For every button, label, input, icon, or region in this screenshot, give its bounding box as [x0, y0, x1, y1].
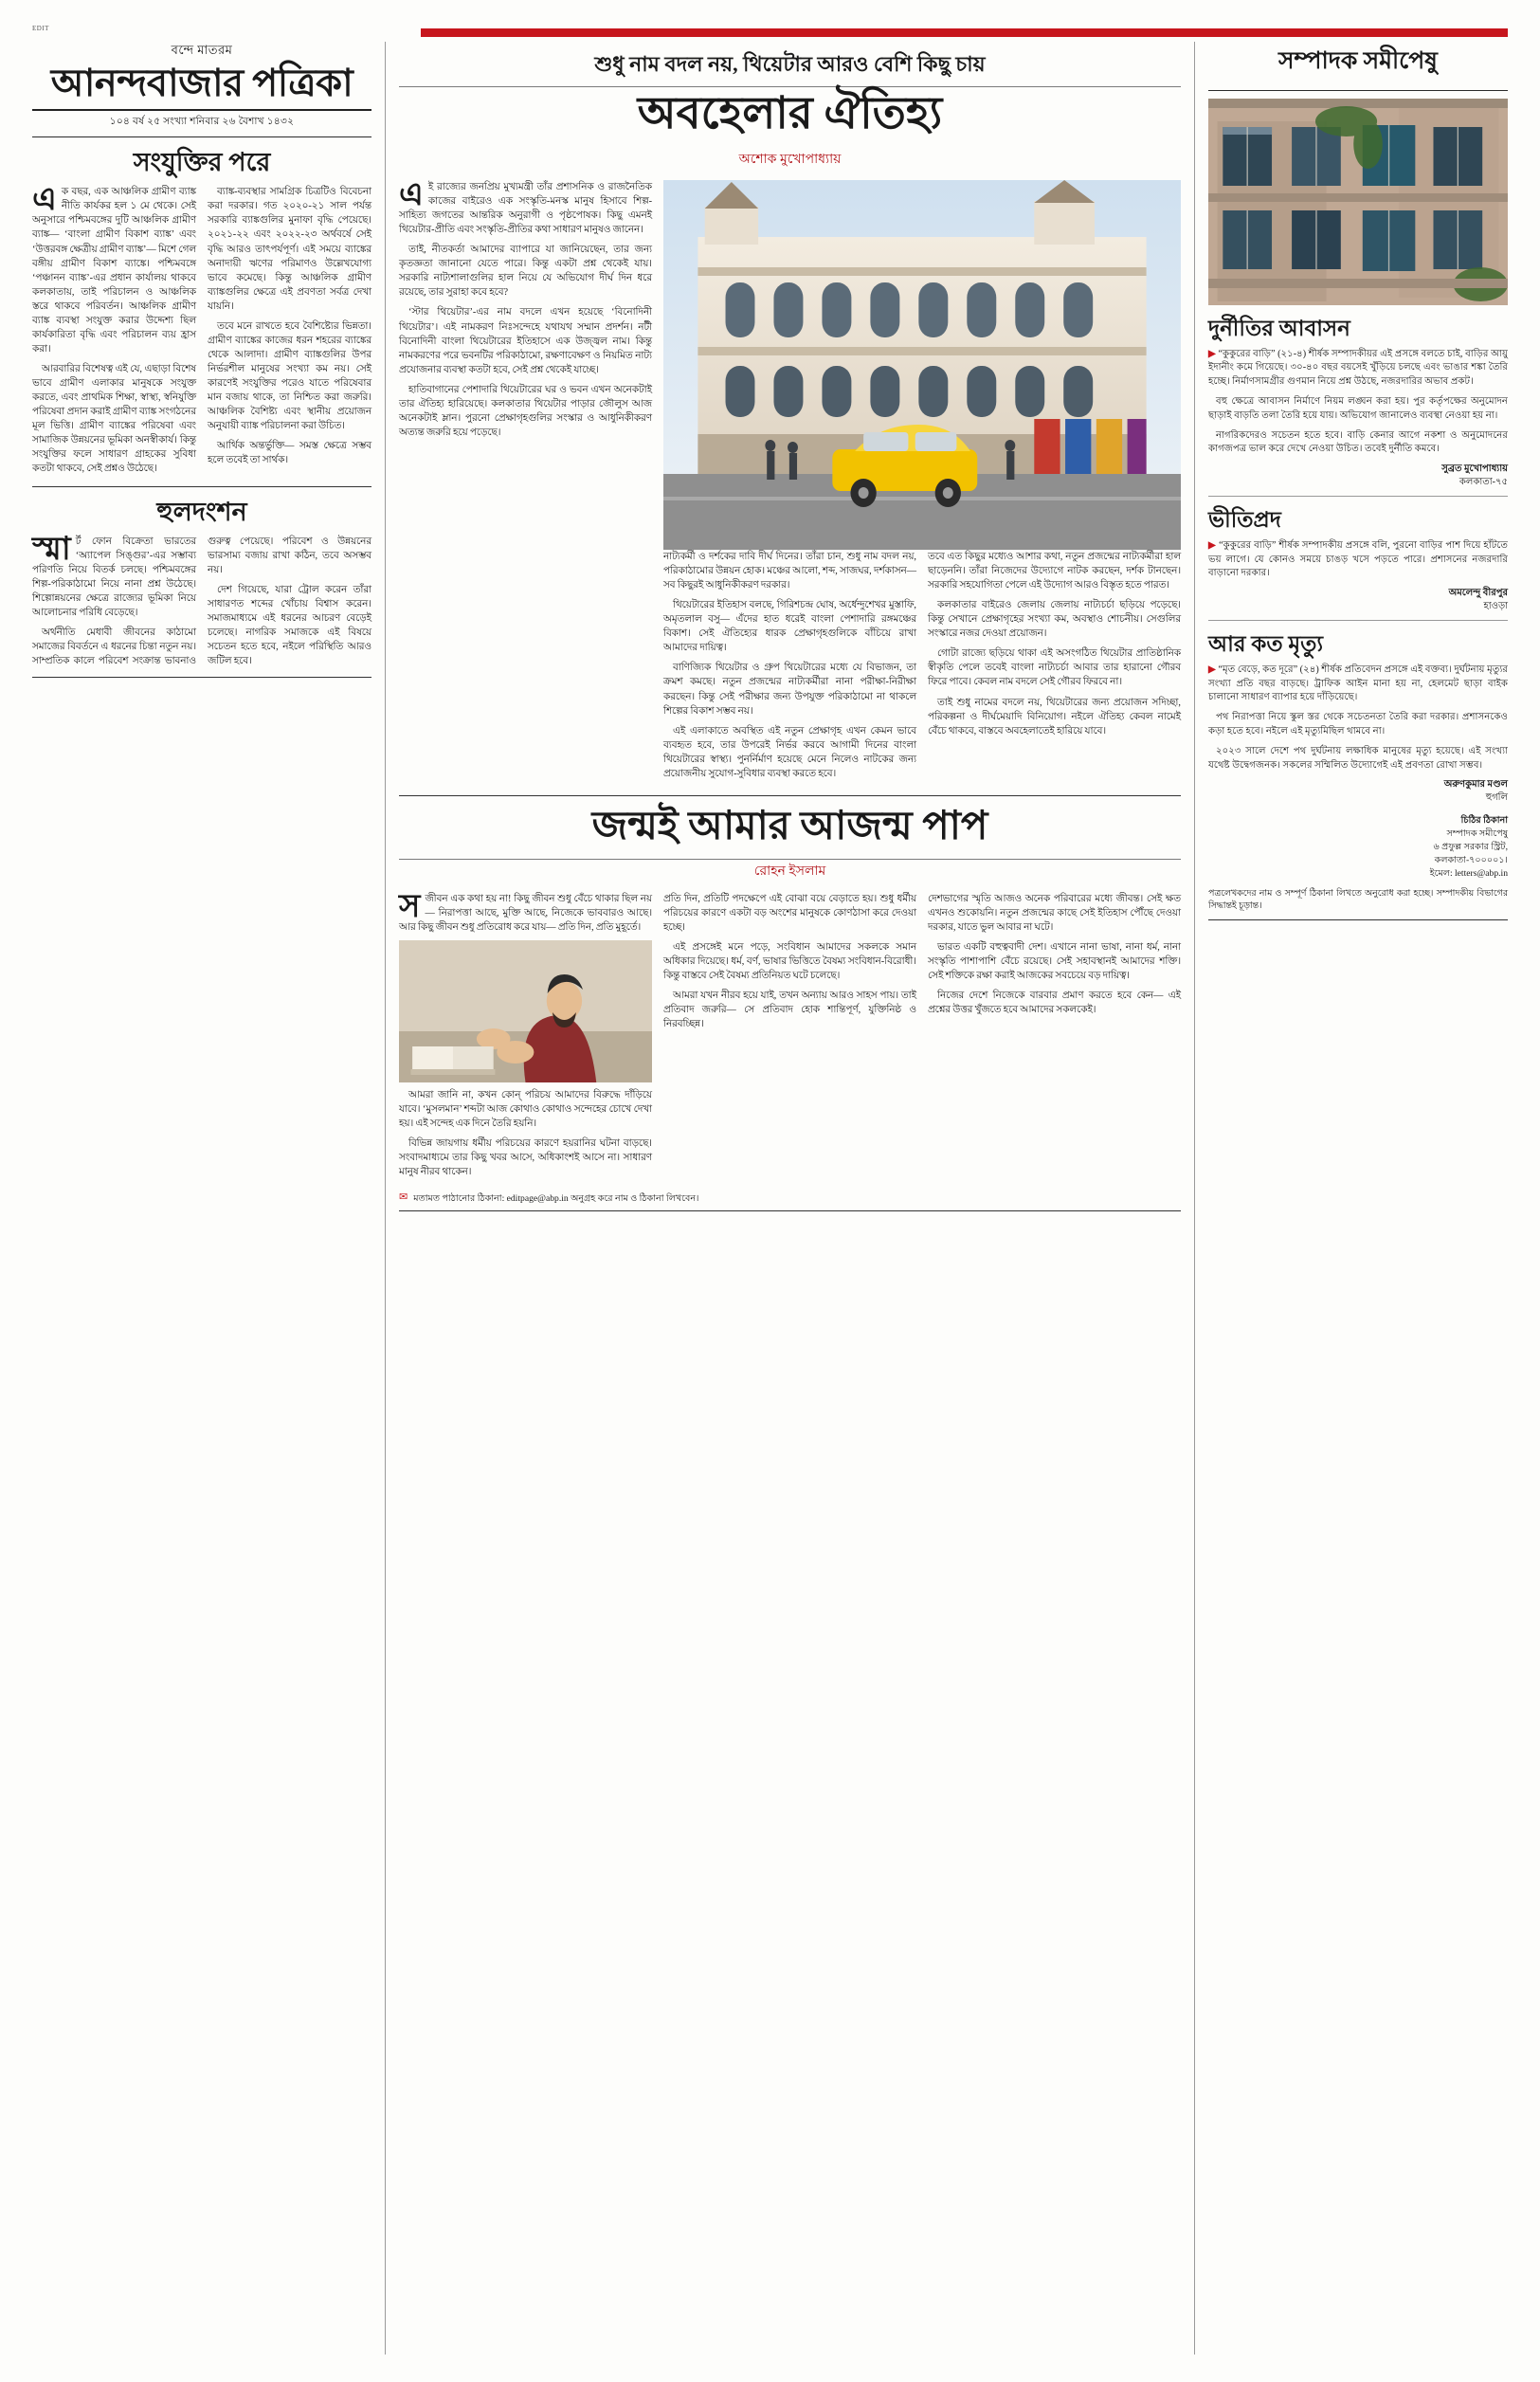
secondary-col-1: [399, 888, 652, 1185]
masthead-vande: বন্দে মাতরম: [171, 43, 233, 57]
letter-3-signature: [1208, 778, 1508, 805]
masthead: [32, 42, 371, 136]
left-column: [32, 42, 385, 2355]
letter-2-body: [1208, 539, 1508, 581]
letter-1-signature: [1208, 463, 1508, 489]
paragraph: থিয়েটারের ইতিহাস বলছে, গিরিশচন্দ্র ঘোষ, অর্ধেন্দুশেখর মুস্তাফি, অমৃতলাল বসু— এঁদের হাত ধরেই বাংলা পেশাদারি রঙ্গমঞ্চের বিকাশ। সেই ঐতিহ্যের ধারক প্রেক্ষাগৃহগুলিকে বাঁচিয়ে রাখা আমাদের দায়িত্ব।: [663, 600, 916, 654]
center-footer-rule: [399, 1210, 1181, 1211]
letter-3-body: [1208, 664, 1508, 773]
paragraph-text: “কুকুরের বাড়ি” শীর্ষক সম্পাদকীয় প্রসঙ্গে বলি, পুরনো বাড়ির পাশ দিয়ে হাঁটতে ভয় লাগে। যে কোনও সময়ে চাঙড় খসে পড়তে পারে। প্রশাসনের নজরদারি বাড়ানো দরকার।: [1208, 539, 1508, 579]
address-line: সম্পাদক সমীপেষু: [1446, 828, 1508, 840]
paragraph: বিভিন্ন জায়গায় ধর্মীয় পরিচয়ের কারণে হয়রানির ঘটনা বাড়ছে। সংবাদমাধ্যমে তার কিছু খবর আসে, অধিকাংশই আসে না। সাধারণ মানুষ নীরব থাকেন।: [399, 1137, 652, 1177]
right-divider-1: [1208, 90, 1508, 91]
center-column: [385, 42, 1195, 2355]
lead-kicker: শুধু নাম বদল নয়, থিয়েটার আরও বেশি কিছু চায়: [594, 52, 986, 76]
editorial-1-body: [32, 182, 371, 477]
left-divider-2: [32, 486, 371, 487]
address-heading: চিঠির ঠিকানা: [1460, 815, 1508, 827]
paragraph: নিজের দেশে নিজেকে বারবার প্রমাণ করতে হবে কেন— এই প্রশ্নের উত্তর খুঁজতে হবে আমাদের সকলকেই।: [928, 990, 1181, 1015]
paragraph: বহু ক্ষেত্রে আবাসন নির্মাণে নিয়ম লঙ্ঘন করা হয়। পুর কর্তৃপক্ষের অনুমোদন ছাড়াই বাড়তি তলা তৈরি হয়ে যায়। অভিযোগ জানালেও ব্যবস্থা নেওয়া হয় না।: [1208, 396, 1508, 421]
paragraph: সজীবন এক কথা হয় না! কিছু জীবন শুধু বেঁচে থাকার ছিল নয়— নিরাপত্তা আছে, মুক্তি আছে, নিজেকে ভাববারও আছে। আর কিছু জীবন শুধু প্রতিরোধ করে যায়— প্রতি দিন, প্রতি মুহূর্তে।: [399, 888, 652, 933]
theatre-building-photo: [663, 180, 1181, 550]
paragraph: দেশভাগের স্মৃতি আজও অনেক পরিবারের মধ্যে জীবন্ত। সেই ক্ষত এখনও শুকোয়নি। নতুন প্রজন্মের কাছে সেই ইতিহাস পৌঁছে দেওয়া দরকার, যাতে ভুল আবার না ঘটে।: [928, 893, 1181, 933]
paragraph: ব্যাঙ্ক-ব্যবস্থার সামগ্রিক চিত্রটিও বিবেচনা করা দরকার। গত ২০২০-২১ সাল পর্যন্ত সরকারি ব্যাঙ্কগুলির মুনাফা বৃদ্ধি পেয়েছে। ২০২১-২২ এবং ২০২২-২৩ অর্থবর্ষে সেই বৃদ্ধি আরও তাৎপর্যপূর্ণ। এই সময়ে ব্যাঙ্কের অনাদায়ী ঋণের পরিমাণও উল্লেখযোগ্য ভাবে কমেছে। কিন্তু আঞ্চলিক গ্রামীণ ব্যাঙ্কগুলির ক্ষেত্রে এই প্রবণতা সর্বত্র দেখা যায়নি।: [208, 187, 371, 312]
signature-name: অমলেন্দু বীরপুর: [1448, 588, 1508, 599]
envelope-icon: ✉: [399, 1191, 408, 1203]
left-divider-1: [32, 136, 371, 137]
paragraph: স্মার্ট ফোন বিক্রেতা ভারতের ‘অ্যাপেল সিঙ্গুর’-এর সম্ভাব্য পরিণতি নিয়ে বিতর্ক চলছে। পশ্চিমবঙ্গের শিল্প-পরিকাঠামো নিয়ে নানা প্রশ্ন উঠেছে। শিল্পোন্নয়নের ক্ষেত্রে রাজ্যের ভূমিকা নিয়ে আলোচনার পরিধি বেড়েছে।: [32, 531, 196, 619]
paragraph: পথ নিরাপত্তা নিয়ে স্কুল স্তর থেকে সচেতনতা তৈরি করা দরকার। প্রশাসনকেও কড়া হতে হবে। নইলে এই মৃত্যুমিছিল থামবে না।: [1208, 712, 1508, 736]
signature-place: হুগলি: [1485, 792, 1508, 804]
page-code: EDIT: [32, 25, 49, 32]
secondary-col-2: [663, 892, 916, 1185]
lead-col-3: [928, 550, 1181, 786]
signature-place: কলকাতা-৭৫: [1458, 477, 1508, 488]
paragraph: আর্থিক অন্তর্ভুক্তি— সমস্ত ক্ষেত্রে সম্ভব হলে তবেই তা সার্থক।: [208, 440, 371, 465]
secondary-col-3: [928, 892, 1181, 1185]
left-footer-rule: [32, 677, 371, 678]
email-note-text: মতামত পাঠানোর ঠিকানা: editpage@abp.in অনুগ্রহ করে নাম ও ঠিকানা লিখবেন।: [413, 1193, 699, 1204]
lead-photo-wrap: [663, 180, 1181, 550]
masthead-title: আনন্দবাজার পত্রিকা: [50, 62, 353, 104]
red-accent-bar: [421, 28, 1508, 37]
paragraph-text: “কুকুরের বাড়ি” (২১-৪) শীর্ষক সম্পাদকীয়র এই প্রসঙ্গে বলতে চাই, বাড়ির আয়ু ইদানীং কমে গিয়েছে। ৩০-৪০ বছর বয়সেই খুঁড়িয়ে চলছে এবং ভাঙার শঙ্কা তৈরি হচ্ছে। নির্মাণসামগ্রীর গুণমান নিয়ে প্রশ্ন উঠছে, নজরদারির অভাব প্রকট।: [1208, 348, 1508, 388]
paragraph: এই রাজ্যের জনপ্রিয় মুখ্যমন্ত্রী তাঁর প্রশাসনিক ও রাজনৈতিক কাজের বাইরেও এক সংস্কৃতি-মনস্ক মানুষ হিসাবে শিল্প-সাহিত্য জগতের আন্তরিক অনুরাগী ও পৃষ্ঠপোষক। কিছু এমনই থিয়েটার-প্রীতি এবং সংস্কৃতি-প্রীতির কথা সাধারণ মানুষও জানেন।: [399, 177, 652, 236]
paragraph: এক বছর, এক আঞ্চলিক গ্রামীণ ব্যাঙ্ক নীতি কার্যকর হল ১ মে থেকে। সেই অনুসারে পশ্চিমবঙ্গের দুটি আঞ্চলিক গ্রামীণ ব্যাঙ্ক— ‘বাংলা গ্রামীণ বিকাশ ব্যাঙ্ক’ এবং ‘উত্তরবঙ্গ ক্ষেত্রীয় গ্রামীণ ব্যাঙ্ক’— মিশে গেল বঙ্গীয় গ্রামীণ বিকাশ ব্যাঙ্কে। পশ্চিমবঙ্গে ‘পঞ্চানন ব্যাঙ্ক’-এর প্রধান কার্যালয় থাকবে কলকাতায়, তাই পরিচালন ও আঞ্চলিক স্তরে থাকবে পরিবর্তন। আঞ্চলিক গ্রামীণ ব্যাঙ্ক ব্যবস্থা সংযুক্ত করার উদ্দেশ্য ছিল কার্যকারিতা বৃদ্ধি এবং পরিচালন ব্যয় হ্রাস করা।: [32, 182, 196, 355]
masthead-rule: [32, 109, 371, 111]
letters-address-block: [1208, 814, 1508, 881]
letter-2-title: ভীতিপ্রদ: [1208, 508, 1281, 533]
paragraph: নাগরিকদেরও সচেতন হতে হবে। বাড়ি কেনার আগে নকশা ও অনুমোদনের কাগজপত্র ভাল করে দেখে নেওয়া উচিত। তবেই দুর্নীতি কমবে।: [1208, 429, 1508, 455]
paragraph: আমরা যখন নীরব হয়ে যাই, তখন অন্যায় আরও সাহস পায়। তাই প্রতিবাদ জরুরি— সে প্রতিবাদ হোক শান্তিপূর্ণ, যুক্তিনিষ্ঠ ও নিরবচ্ছিন্ন।: [663, 990, 916, 1029]
paragraph: তবে মনে রাখতে হবে বৈশিষ্ট্যের ভিন্নতা। গ্রামীণ ব্যাঙ্কের কাজের ধরন শহরের ব্যাঙ্কের থেকে আলাদা। গ্রামীণ ব্যাঙ্কগুলির উপর নির্ভরশীল মানুষের সংখ্যা কম নয়। সেই কারণেই সংযুক্তির পরেও যাতে পরিষেবার মান বজায় থাকে, তা নিশ্চিত করা জরুরি। আঞ্চলিক বৈশিষ্ট্য এবং স্থানীয় প্রয়োজন অনুযায়ী ব্যাঙ্ক পরিচালনা করা উচিত।: [208, 320, 371, 431]
address-line: কলকাতা-৭০০০০১।: [1434, 855, 1508, 866]
letters-section-head: সম্পাদক সমীপেষু: [1278, 48, 1438, 74]
secondary-byline: রোহন ইসলাম: [753, 864, 826, 879]
lead-byline: অশোক মুখোপাধ্যায়: [738, 153, 842, 168]
paragraph: বাণিজ্যিক থিয়েটার ও গ্রুপ থিয়েটারের মধ্যে যে বিভাজন, তা ক্রমশ কমছে। নতুন প্রজন্মের নাট্যকর্মীরা নানা পরীক্ষা-নিরীক্ষা করছেন। কিন্তু সেই পরীক্ষার জন্য উপযুক্ত পরিকাঠামো না থাকলে শিল্পের বিকাশ সম্ভব নয়।: [663, 663, 916, 717]
editorial-2-body: [32, 531, 371, 671]
signature-name: অরুণকুমার মণ্ডল: [1443, 779, 1508, 791]
bullet-marker: ▶: [1208, 664, 1219, 675]
right-divider-3: [1208, 620, 1508, 621]
paragraph: ভারত একটি বহুত্ববাদী দেশ। এখানে নানা ভাষা, নানা ধর্ম, নানা সংস্কৃতি পাশাপাশি বেঁচে রয়েছে। সেই সহাবস্থানই আমাদের শক্তি। সেই শক্তিকে রক্ষা করাই আজকের সবচেয়ে বড় দায়িত্ব।: [928, 941, 1181, 981]
secondary-headline: জন্মই আমার আজন্ম পাপ: [591, 804, 988, 848]
bullet-marker: ▶: [1208, 539, 1220, 551]
paragraph-text: “মৃত বেড়ে, কত দূরে” (২৪) শীর্ষক প্রতিবেদন প্রসঙ্গে এই বক্তব্য। দুর্ঘটনায় মৃত্যুর সংখ্যা প্রতি বছর বাড়ছে। ট্রাফিক আইন মানা হয় না, হেলমেট ছাড়া বাইক চালানো সাধারণ ব্যাপার হয়ে দাঁড়িয়েছে।: [1208, 664, 1508, 703]
paragraph: তাই, নীতকর্তা আমাদের ব্যাপারে যা জানিয়েছেন, তার জন্য কৃতজ্ঞতা জানানো যেতে পারে। কিন্তু একটা প্রশ্ন থেকেই যায়। সরকারি নাট্যশালাগুলির হাল নিয়ে যে অভিযোগ দীর্ঘ দিন ধরে রয়েছে, তার সুরাহা কবে হবে?: [399, 245, 652, 299]
signature-name: সুব্রত মুখোপাধ্যায়: [1441, 464, 1508, 475]
bullet-marker: ▶: [1208, 348, 1219, 359]
old-building-photo: [1208, 99, 1508, 305]
right-column: [1195, 42, 1508, 2355]
page-grid: [32, 42, 1508, 2355]
secondary-grid: [399, 888, 1181, 1185]
lead-article-grid: [399, 177, 1181, 786]
paragraph: এই এলাকাতে অবস্থিত এই নতুন প্রেক্ষাগৃহ এখন কেমন ভাবে ব্যবহৃত হবে, তার উপরেই নির্ভর করবে আগামী দিনের বাংলা থিয়েটারের স্বাস্থ্য। পুনর্নির্মাণ হয়েছে মেনে নিলেও নাটকের জন্য প্রয়োজনীয় সুযোগ-সুবিধার ব্যবস্থা করতে হবে।: [663, 725, 916, 779]
paragraph: [1208, 664, 1508, 705]
paragraph: এই প্রসঙ্গেই মনে পড়ে, সংবিধান আমাদের সকলকে সমান অধিকার দিয়েছে। ধর্ম, বর্ণ, ভাষার ভিত্তিতে বৈষম্য সংবিধান-বিরোধী। কিন্তু বাস্তবে সেই বৈষম্য প্রতিনিয়ত ঘটে চলেছে।: [663, 941, 916, 981]
man-praying-photo: [399, 940, 652, 1082]
letter-1-title: দুর্নীতির আবাসন: [1208, 317, 1350, 340]
paragraph: ‘স্টার থিয়েটার’-এর নাম বদলে এখন হয়েছে ‘বিনোদিনী থিয়েটার’। এই নামকরণ নিঃসন্দেহে যথাযথ সম্মান প্রদর্শন। নটী বিনোদিনী বাংলা থিয়েটারের ইতিহাসে এক উজ্জ্বল নাম। কিন্তু নামকরণের পরে ভবনটির পরিকাঠামো, রক্ষণাবেক্ষণ ও নিয়মিত নাট্য প্রযোজনার ব্যবস্থা কতটা হবে, সেই প্রশ্ন থেকেই যাচ্ছে।: [399, 307, 652, 375]
signature-place: হাওড়া: [1483, 601, 1508, 612]
editorial-1-headline: সংযুক্তির পরে: [133, 148, 271, 176]
masthead-date: ১০৪ বর্ষ ২৫ সংখ্যা শনিবার ২৬ বৈশাখ ১৪৩২: [109, 117, 295, 127]
letter-3-title: আর কত মৃত্যু: [1208, 632, 1324, 657]
paragraph: নাট্যকর্মী ও দর্শকের দাবি দীর্ঘ দিনের। তাঁরা চান, শুধু নাম বদল নয়, পরিকাঠামোর উন্নয়ন হোক। মঞ্চের আলো, শব্দ, সাজঘর, দর্শকাসন— সব কিছুরই আধুনিকীকরণ দরকার।: [663, 552, 916, 591]
paragraph: আরবারির বিশেষত্ব এই যে, এছাড়া বিশেষ ভাবে গ্রামীণ এলাকার মানুষকে সংযুক্ত করতে, এবং প্রাথমিক শিক্ষা, স্বাস্থ্য, স্বনিযুক্তি পরিষেবা প্রদান করাই গ্রামীণ ব্যাঙ্ক সংগঠনের মূল ভিত্তি। গ্রামীণ ব্যাঙ্কের পরিষেবা এবং সামাজিক উন্নয়নের ভূমিকা অনস্বীকার্য। কিন্তু সংযুক্তির ফলে সাধারণ গ্রাহকের সুবিধা কতটা থাকবে, সেই প্রশ্নও উঠেছে।: [32, 363, 196, 474]
paragraph: কলকাতার বাইরেও জেলায় জেলায় নাট্যচর্চা ছড়িয়ে পড়েছে। কিন্তু সেখানে প্রেক্ষাগৃহের সংখ্যা কম, অবস্থাও শোচনীয়। সেগুলির সংস্কারে নজর দেওয়া প্রয়োজন।: [928, 600, 1181, 640]
center-divider-2: [399, 795, 1181, 796]
top-strip: [32, 25, 1508, 38]
right-divider-2: [1208, 496, 1508, 497]
letter-2-signature: [1208, 587, 1508, 613]
lead-col-1: [399, 177, 652, 550]
paragraph: [1208, 539, 1508, 581]
paragraph: হাতিবাগানের পেশাদারি থিয়েটারের ঘর ও ভবন এখন অনেকটাই তার ঐতিহ্য হারিয়েছে। কলকাতার থিয়েটার পাড়ার জৌলুস আজ অনেকটাই ম্লান। পুরনো প্রেক্ষাগৃহগুলির সংস্কার ও আধুনিকীকরণ অত্যন্ত জরুরি হয়ে পড়েছে।: [399, 384, 652, 438]
paragraph: প্রতি দিন, প্রতিটি পদক্ষেপে এই বোঝা বয়ে বেড়াতে হয়। শুধু ধর্মীয় পরিচয়ের কারণে একটা বড় অংশের মানুষকে কোণঠাসা করে দেওয়া হচ্ছে।: [663, 893, 916, 933]
paragraph: গোটা রাজ্যে ছড়িয়ে থাকা এই অসংগঠিত থিয়েটার প্রাতিষ্ঠানিক স্বীকৃতি পেলে তবেই বাংলা নাট্যচর্চা আবার তার হারানো গৌরব ফিরে পাবে। কেবল নাম বদলে সেই গৌরব ফিরবে না।: [928, 648, 1181, 688]
letters-footer-note: পত্রলেখকদের নাম ও সম্পূর্ণ ঠিকানা লিখতে অনুরোধ করা হচ্ছে। সম্পাদকীয় বিভাগের সিদ্ধান্তই চূড়ান্ত।: [1208, 888, 1508, 912]
paragraph: দেশ গিয়েছে, যারা ট্রোল করেন তাঁরা সাধারণত শব্দের খোঁচায় বিশ্বাস করেন। সমাজমাধ্যমে এই ধরনের আচরণ বেড়েই চলেছে। নাগরিক সমাজকে এই বিষয়ে সচেতন হতে হবে, নইলে পরিস্থিতি আরও জটিল হবে।: [208, 584, 371, 667]
address-line: ৬ প্রফুল্ল সরকার স্ট্রিট,: [1433, 842, 1508, 853]
center-divider-1: [399, 86, 1181, 87]
email-note: [399, 1192, 1181, 1205]
lead-col-2: [663, 550, 916, 786]
paragraph: তাই শুধু নামের বদলে নয়, থিয়েটারের জন্য প্রয়োজন সদিচ্ছা, পরিকল্পনা ও দীর্ঘমেয়াদি বিনিয়োগ। নইলে ঐতিহ্য কেবল নামেই বেঁচে থাকবে, বাস্তবে অবহেলাতেই হারিয়ে যাবে।: [928, 697, 1181, 736]
letter-1-body: [1208, 348, 1508, 457]
paragraph: ২০২৩ সালে দেশে পথ দুর্ঘটনায় লক্ষাধিক মানুষের মৃত্যু হয়েছে। এই সংখ্যা যথেষ্ট উদ্বেগজনক। সকলের সম্মিলিত উদ্যোগেই এই প্রবণতা রোখা সম্ভব।: [1208, 745, 1508, 771]
paragraph: তবে এত কিছুর মধ্যেও আশার কথা, নতুন প্রজন্মের নাট্যকর্মীরা হাল ছাড়েননি। তাঁরা নিজেদের উদ্যোগে নাটক করছেন, দর্শক টানছেন। সরকারি সহযোগিতা পেলে এই উদ্যোগ আরও বিস্তৃত হতে পারত।: [928, 552, 1181, 591]
lead-headline: অবহেলার ঐতিহ্য: [637, 88, 943, 138]
right-footer-rule: [1208, 919, 1508, 920]
paragraph: আমরা জানি না, কখন কোন্‌ পরিচয় আমাদের বিরুদ্ধে দাঁড়িয়ে যাবে। ‘মুসলমান’ শব্দটা আজ কোথাও কোথাও সন্দেহের চোখে দেখা হয়। এই সন্দেহ এক দিনে তৈরি হয়নি।: [399, 1089, 652, 1129]
paragraph: অর্থনীতি মেধাবী জীবনের কাঠামো সমাজের বিবর্তনে এ ধরনের চিন্তা নতুন নয়। সাম্প্রতিক কালে পরিবেশ সংক্রান্ত ভাবনাও গুরুত্ব পেয়েছে। পরিবেশ ও উন্নয়নের ভারসাম্য বজায় রাখা কঠিন, তবে অসম্ভব নয়।: [32, 536, 371, 667]
editorial-2-headline: হুলদংশন: [156, 497, 247, 526]
paragraph: [1208, 348, 1508, 390]
address-email[interactable]: ইমেল: letters@abp.in: [1429, 867, 1508, 879]
